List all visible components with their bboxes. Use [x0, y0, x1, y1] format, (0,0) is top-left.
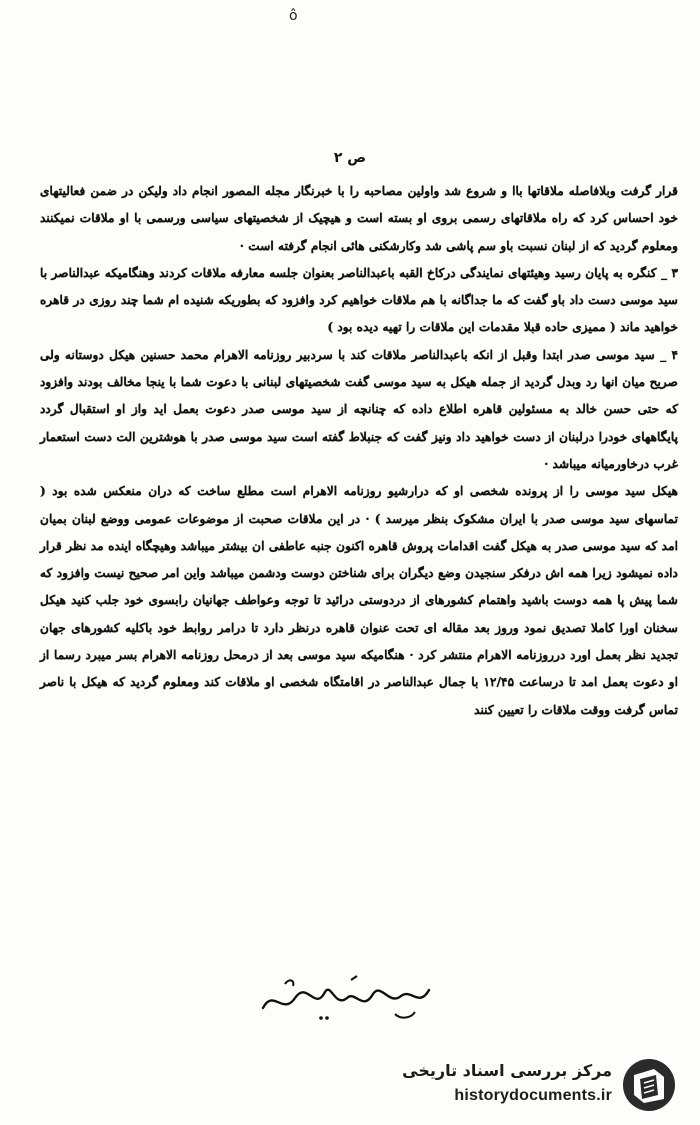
paragraph: ۴ _ سید موسی صدر ابتدا وقبل از انکه باعبدالناصر ملاقات کند با سردبیر روزنامه الاهرام محمد حسنین هیکل دوستانه ولی صریح میان انها رد وبدل گردید از جمله هیکل به سید موسی گفت شخصیتهای لبنانی با دعوت شما با ینجا مخالف بودند وافزود که حتی حسن خالد به مسئولین قاهره اطلاع داده که چنانچه از سید موسی صدر دعوت بعمل اید واز او استقبال گردد پایگاههای خودرا درلبنان از دست خواهید داد ونیز گفت که جنبلاط گفته است سید موسی صدر با هوشترین الت دست استعمار غرب درخاورمیانه میباشد · [40, 347, 678, 471]
paragraph: قرار گرفت وبلافاصله ملاقاتها باا و شروع شد واولین مصاحبه را با خبرنگار مجله المصور انجام داد ولیکن در ضمن فعالیتهای خود احساس کرد که راه ملاقاتهای رسمی بروی او بسته است و هیچیک از شخصیتهای سیاسی ورسمی با او ملاقات نمیکنند ومعلوم گردید که از لبنان نسبت باو سم پاشی شد وکارشکنی هائی انجام گرفته است · [40, 184, 678, 253]
paragraph: هیکل سید موسی را از پرونده شخصی او که درارشیو روزنامه الاهرام است مطلع ساخت که دران منعکس شده بود ( تماسهای سید موسی صدر با ایران مشکوک بنظر میرسد ) · در این ملاقات صحبت از موضوعات عمومی ووضع لبنان بمیان امد که سید موسی صدر به هیکل گفت اقدامات پروش قاهره اکنون جنبه عاطفی ان بیشتر میباشد وهیچگاه اینده مد نظر قرار داده نمیشود زیرا همه اش درفکر سنجیدن وضع دیگران برای شناختن دوست ودشمن میباشد واین امر صحیح نیست وافزود که شما پیش پا همه دوست باشید واهتمام کشورهای از دردوستی درائید تا توجه وعواطف جهانیان رابسوی خود جلب کنید هیکل سخنان اورا کاملا تصدیق نمود وروز بعد مقاله ای تحت عنوان قاهره درنظر دارد تا درامر روابط خود باکلیه کشورهای جهان تجدید نظر بعمل اورد درروزنامه الاهرام منتشر کرد · هنگامیکه سید موسی بعد از درمحل روزنامه الاهرام بسر میبرد رسما از او دعوت بعمل امد تا درساعت ۱۲/۴۵ با جمال عبدالناصر در اقامتگاه شخصی او ملاقات کند ومعلوم گردید که هیکل با ناصر تماس گرفت ووقت ملاقات را تعیین کنند [40, 484, 678, 717]
watermark-url[interactable]: historydocuments.ir [454, 1087, 612, 1104]
watermark-logo [388, 1055, 678, 1115]
handwritten-stamp-icon [255, 968, 435, 1026]
watermark-title: مرکز بررسی اسناد تاریخی [402, 1061, 612, 1080]
document-center-logo-icon [620, 1057, 678, 1113]
paragraph: ۳ _ کنگره به پایان رسید وهیئتهای نمایندگی درکاخ القبه باعبدالناصر بعنوان جلسه معارفه ملاقات کردند وهنگامیکه عبدالناصر با سید موسی دست داد باو گفت که ما جداگانه با هم ملاقات خواهیم کرد وافزود که بطوریکه شنیده ام شما چند روزی در قاهره خواهید ماند ( ممیزی حاده قبلا مقدمات این ملاقات را تهیه دیده بود ) [40, 265, 678, 335]
page-number: ص ۲ [333, 150, 367, 166]
handwritten-stamp [255, 968, 435, 1026]
document-body [40, 178, 678, 724]
top-mark: ô [289, 8, 298, 24]
